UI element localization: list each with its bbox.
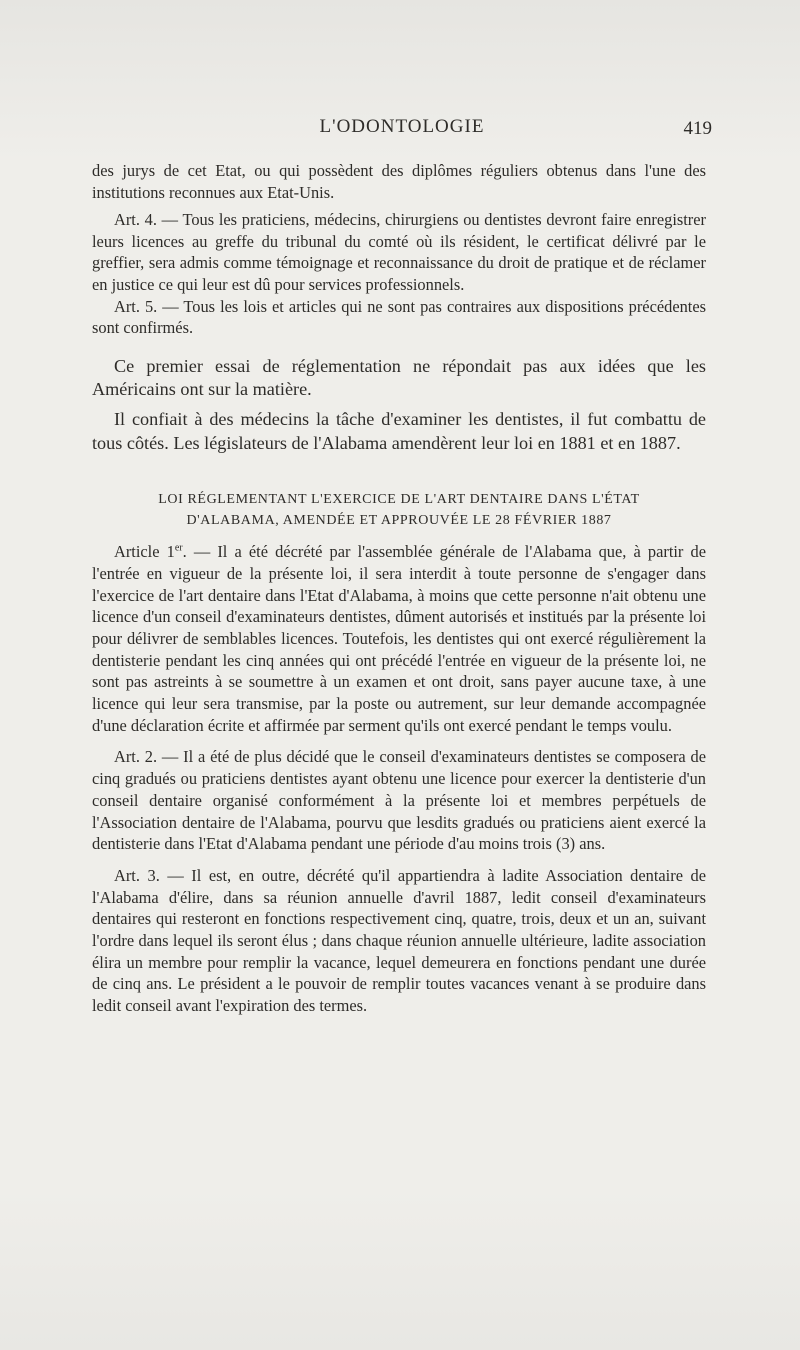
article-1-paragraph: [92, 541, 706, 736]
running-title: L'ODONTOLOGIE: [319, 116, 485, 137]
article-4-paragraph: Art. 4. — Tous les praticiens, médecins, chirurgiens ou dentistes devront faire enregistrer leurs licences au greffe du tribunal du comté où ils résident, le certificat délivré par le greffier, sera admis comme témoignage et reconnaissance du droit de pratique et de réclamer en justice ce qui leur est dû pour services professionnels.: [92, 210, 706, 294]
page-header: [92, 116, 712, 144]
continued-paragraph: des jurys de cet Etat, ou qui possèdent des diplômes réguliers obtenus dans l'une des institutions reconnues aux Etat-Unis.: [92, 161, 706, 202]
ordinal-superscript: er: [174, 542, 183, 554]
article-2-paragraph: Art. 2. — Il a été de plus décidé que le conseil d'examinateurs dentistes se composera de cinq gradués ou praticiens dentistes ayant obtenu une licence pour exercer la dentisterie d'un conseil dentaire organisé conformément à la présente loi et membres perpétuels de l'Association dentaire de l'Alabama, pourvu que lesdits gradués ou praticiens aient exercé la dentisterie dans l'Etat d'Alabama pendant une période d'au moins trois (3) ans.: [92, 747, 706, 854]
article-1-lead: Article 1: [114, 542, 175, 562]
statute-text: [92, 541, 706, 1017]
section-heading-line: LOI RÉGLEMENTANT L'EXERCICE DE L'ART DENTAIRE DANS L'ÉTAT: [158, 492, 640, 508]
commentary-block: [92, 355, 706, 455]
article-3-paragraph: Art. 3. — Il est, en outre, décrété qu'il appartiendra à ladite Association dentaire de l'Alabama d'élire, dans sa réunion annuelle d'avril 1887, ledit conseil d'examinateurs dentaires qui resteront en fonctions respectivement cinq, quatre, trois, deux et un an, suivant l'ordre dans lequel ils seront élus ; dans chaque réunion annuelle ultérieure, ladite association élira un membre pour remplir la vacance, lequel demeurera en fonctions pendant une durée de cinq ans. Le président a le pouvoir de remplir toutes vacances venant à se produire dans ledit conseil avant l'expiration des termes.: [92, 865, 706, 1016]
commentary-paragraph: Ce premier essai de réglementation ne répondait pas aux idées que les Américains ont sur la matière.: [92, 355, 706, 400]
section-heading-line: D'ALABAMA, AMENDÉE ET APPROUVÉE LE 28 FÉVRIER 1887: [186, 513, 612, 529]
article-1-text: . — Il a été décrété par l'assemblée générale de l'Alabama que, à partir de l'entrée en vigueur de la présente loi, il sera interdit à toute personne de s'engager dans l'exercice de l'art dentaire dans l'Etat d'Alabama, à moins que cette personne n'ait obtenu une licence d'un conseil d'examinateurs dentistes, dûment autorisés et institués par la présente loi pour délivrer de semblables licences. Toutefois, les dentistes qui ont exercé régulièrement la dentisterie pendant les cinq années qui ont précédé l'entrée en vigueur de la présente loi, ne sont pas astreints à se soumettre à un examen et ont droit, sans payer aucune taxe, à une licence qui leur sera transmise, par la poste ou autrement, sur leur demande accompagnée d'une déclaration écrite et affirmée par serment qu'ils ont exercé pendant le temps voulu.: [92, 542, 706, 735]
section-heading: [92, 489, 706, 531]
page-body: [92, 160, 706, 1017]
commentary-paragraph: Il confiait à des médecins la tâche d'examiner les dentistes, il fut combattu de tous côtés. Les législateurs de l'Alabama amendèrent leur loi en 1881 et en 1887.: [92, 408, 706, 453]
page-number: 419: [683, 118, 712, 139]
article-5-paragraph: Art. 5. — Tous les lois et articles qui ne sont pas contraires aux dispositions précédentes sont confirmés.: [92, 296, 706, 338]
